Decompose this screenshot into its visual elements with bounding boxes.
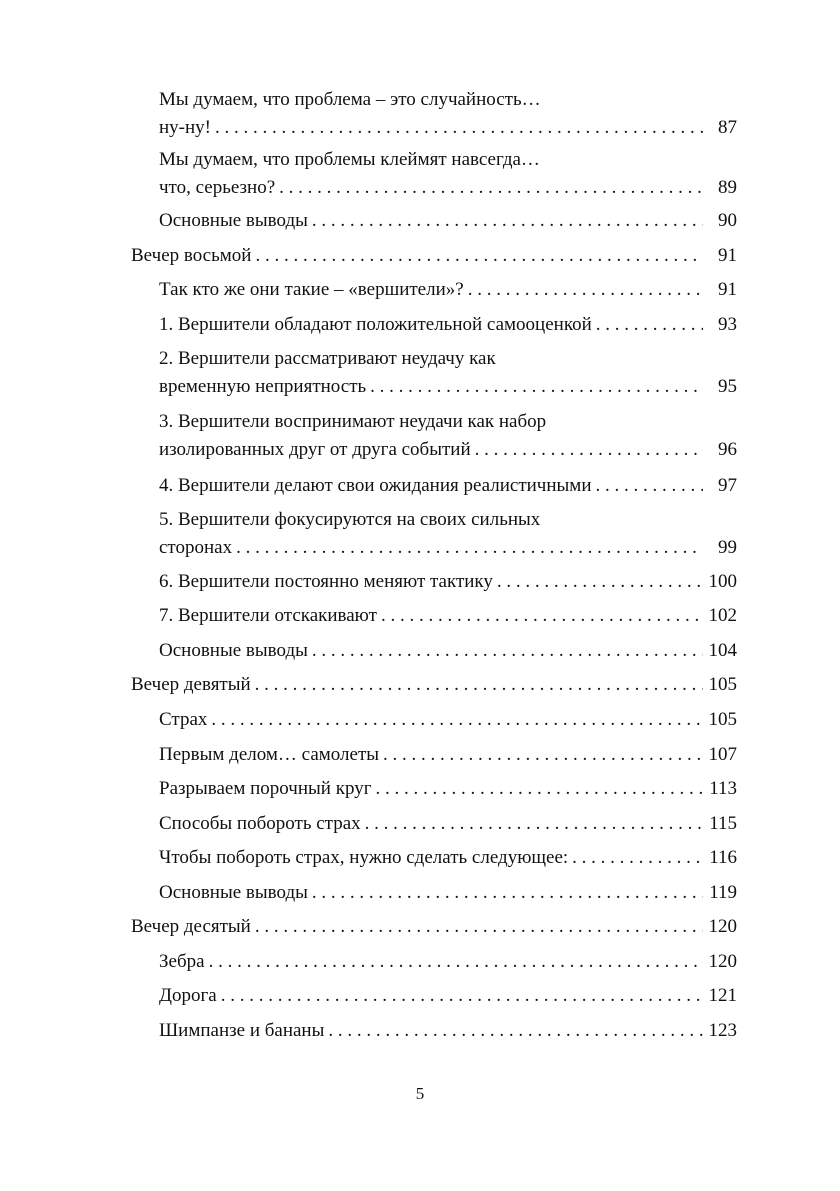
dot-leader xyxy=(279,174,703,202)
dot-leader xyxy=(596,472,704,500)
toc-line xyxy=(159,311,737,339)
toc-line xyxy=(159,1017,737,1045)
toc-page-number: 96 xyxy=(718,439,737,460)
toc-title: Чтобы побороть страх, нужно сделать следующее: xyxy=(159,847,569,868)
toc-title: Вечер десятый xyxy=(131,916,251,937)
toc-line xyxy=(159,174,737,202)
toc-section xyxy=(159,472,737,500)
dot-leader xyxy=(468,276,703,304)
toc-title: Вечер девятый xyxy=(131,674,251,695)
toc-page-number: 97 xyxy=(718,475,737,496)
toc-title: Разрываем порочный круг xyxy=(159,778,372,799)
toc-chapter xyxy=(131,671,737,699)
toc-section xyxy=(159,982,737,1010)
dot-leader xyxy=(312,207,703,235)
toc-page-number: 90 xyxy=(718,210,737,231)
toc-title: Мы думаем, что проблемы клеймят навсегда… xyxy=(159,149,540,170)
toc-line xyxy=(159,86,737,114)
toc-page-number: 91 xyxy=(718,279,737,300)
toc-line xyxy=(159,534,737,562)
toc-chapter xyxy=(131,913,737,941)
dot-leader xyxy=(370,373,703,401)
toc-title: Вечер восьмой xyxy=(131,245,252,266)
toc-title: Так кто же они такие – «вершители»? xyxy=(159,279,464,300)
dot-leader xyxy=(215,114,703,142)
toc-page-number: 115 xyxy=(709,813,737,834)
toc-section xyxy=(159,86,737,142)
toc-section xyxy=(159,775,737,803)
toc-line xyxy=(159,146,737,174)
dot-leader xyxy=(383,741,703,769)
toc-page-number: 121 xyxy=(708,985,737,1006)
toc-title: что, серьезно? xyxy=(159,177,276,198)
toc-page-number: 87 xyxy=(718,117,737,138)
toc-title: 2. Вершители рассматривают неудачу как xyxy=(159,348,496,369)
toc-line xyxy=(159,276,737,304)
toc-section xyxy=(159,568,737,596)
toc-line xyxy=(159,345,737,373)
toc-page-number: 123 xyxy=(708,1020,737,1041)
dot-leader xyxy=(255,242,703,270)
toc-line xyxy=(159,982,737,1010)
dot-leader xyxy=(211,706,703,734)
toc-page-number: 93 xyxy=(718,314,737,335)
toc-section xyxy=(159,207,737,235)
toc-title: 4. Вершители делают свои ожидания реалистичными xyxy=(159,475,592,496)
dot-leader xyxy=(376,775,704,803)
toc-title: 6. Вершители постоянно меняют тактику xyxy=(159,571,493,592)
toc-section xyxy=(159,1017,737,1045)
toc-line xyxy=(159,472,737,500)
toc-section xyxy=(159,810,737,838)
dot-leader xyxy=(236,534,703,562)
toc-page-number: 89 xyxy=(718,177,737,198)
toc-title: ну-ну! xyxy=(159,117,211,138)
toc-section xyxy=(159,879,737,907)
toc-page-number: 91 xyxy=(718,245,737,266)
toc-line xyxy=(159,637,737,665)
toc-section xyxy=(159,637,737,665)
toc-line xyxy=(159,506,737,534)
toc-section xyxy=(159,844,737,872)
toc-page-number: 102 xyxy=(708,605,737,626)
toc-page-number: 105 xyxy=(708,674,737,695)
toc-chapter xyxy=(131,242,737,270)
toc-line xyxy=(159,568,737,596)
toc-title: временную неприятность xyxy=(159,376,367,397)
toc-section xyxy=(159,276,737,304)
toc-line xyxy=(159,775,737,803)
dot-leader xyxy=(221,982,703,1010)
toc-line xyxy=(159,373,737,401)
dot-leader xyxy=(255,913,703,941)
toc-section xyxy=(159,706,737,734)
toc-page-number: 120 xyxy=(708,916,737,937)
toc-title: Основные выводы xyxy=(159,640,308,661)
toc-line xyxy=(131,242,737,270)
toc-page-number: 120 xyxy=(708,951,737,972)
toc-section xyxy=(159,345,737,401)
toc-title: изолированных друг от друга событий xyxy=(159,439,471,460)
dot-leader xyxy=(328,1017,703,1045)
toc-title: Мы думаем, что проблема – это случайность… xyxy=(159,89,541,110)
toc-title: Зебра xyxy=(159,951,205,972)
toc-section xyxy=(159,602,737,630)
toc-title: сторонах xyxy=(159,537,233,558)
dot-leader xyxy=(255,671,703,699)
toc-line xyxy=(159,948,737,976)
toc-line xyxy=(159,207,737,235)
toc-line xyxy=(159,879,737,907)
toc-line xyxy=(159,436,737,464)
toc-title: Дорога xyxy=(159,985,217,1006)
toc-page-number: 105 xyxy=(708,709,737,730)
toc-line xyxy=(159,114,737,142)
dot-leader xyxy=(475,436,703,464)
toc-line xyxy=(159,844,737,872)
toc-page-number: 104 xyxy=(708,640,737,661)
toc-line xyxy=(159,810,737,838)
toc-page-number: 100 xyxy=(708,571,737,592)
toc-section xyxy=(159,146,737,202)
toc-title: 5. Вершители фокусируются на своих сильных xyxy=(159,509,541,530)
toc-page-number: 95 xyxy=(718,376,737,397)
dot-leader xyxy=(572,844,703,872)
dot-leader xyxy=(312,879,703,907)
dot-leader xyxy=(381,602,703,630)
toc-line xyxy=(159,741,737,769)
toc-section xyxy=(159,948,737,976)
toc-title: Способы побороть страх xyxy=(159,813,361,834)
dot-leader xyxy=(209,948,703,976)
page-number: 5 xyxy=(415,1084,425,1103)
toc-line xyxy=(159,706,737,734)
toc-page-number: 116 xyxy=(709,847,737,868)
dot-leader xyxy=(312,637,703,665)
toc-title: Основные выводы xyxy=(159,882,308,903)
toc-title: 7. Вершители отскакивают xyxy=(159,605,377,626)
toc-section xyxy=(159,311,737,339)
toc-section xyxy=(159,408,737,464)
dot-leader xyxy=(596,311,703,339)
toc-section xyxy=(159,741,737,769)
toc-line xyxy=(131,671,737,699)
toc-page-number: 119 xyxy=(709,882,737,903)
toc-title: Страх xyxy=(159,709,208,730)
toc-line xyxy=(159,408,737,436)
toc-page-number: 107 xyxy=(708,744,737,765)
toc-section xyxy=(159,506,737,562)
toc-title: 3. Вершители воспринимают неудачи как набор xyxy=(159,411,547,432)
dot-leader xyxy=(497,568,703,596)
toc-line xyxy=(131,913,737,941)
toc-line xyxy=(159,602,737,630)
toc-page-number: 113 xyxy=(709,778,737,799)
toc-page-number: 99 xyxy=(718,537,737,558)
toc-title: Основные выводы xyxy=(159,210,308,231)
toc-title: Первым делом… самолеты xyxy=(159,744,380,765)
dot-leader xyxy=(365,810,703,838)
toc-title: Шимпанзе и бананы xyxy=(159,1020,325,1041)
toc-title: 1. Вершители обладают положительной самооценкой xyxy=(159,314,592,335)
